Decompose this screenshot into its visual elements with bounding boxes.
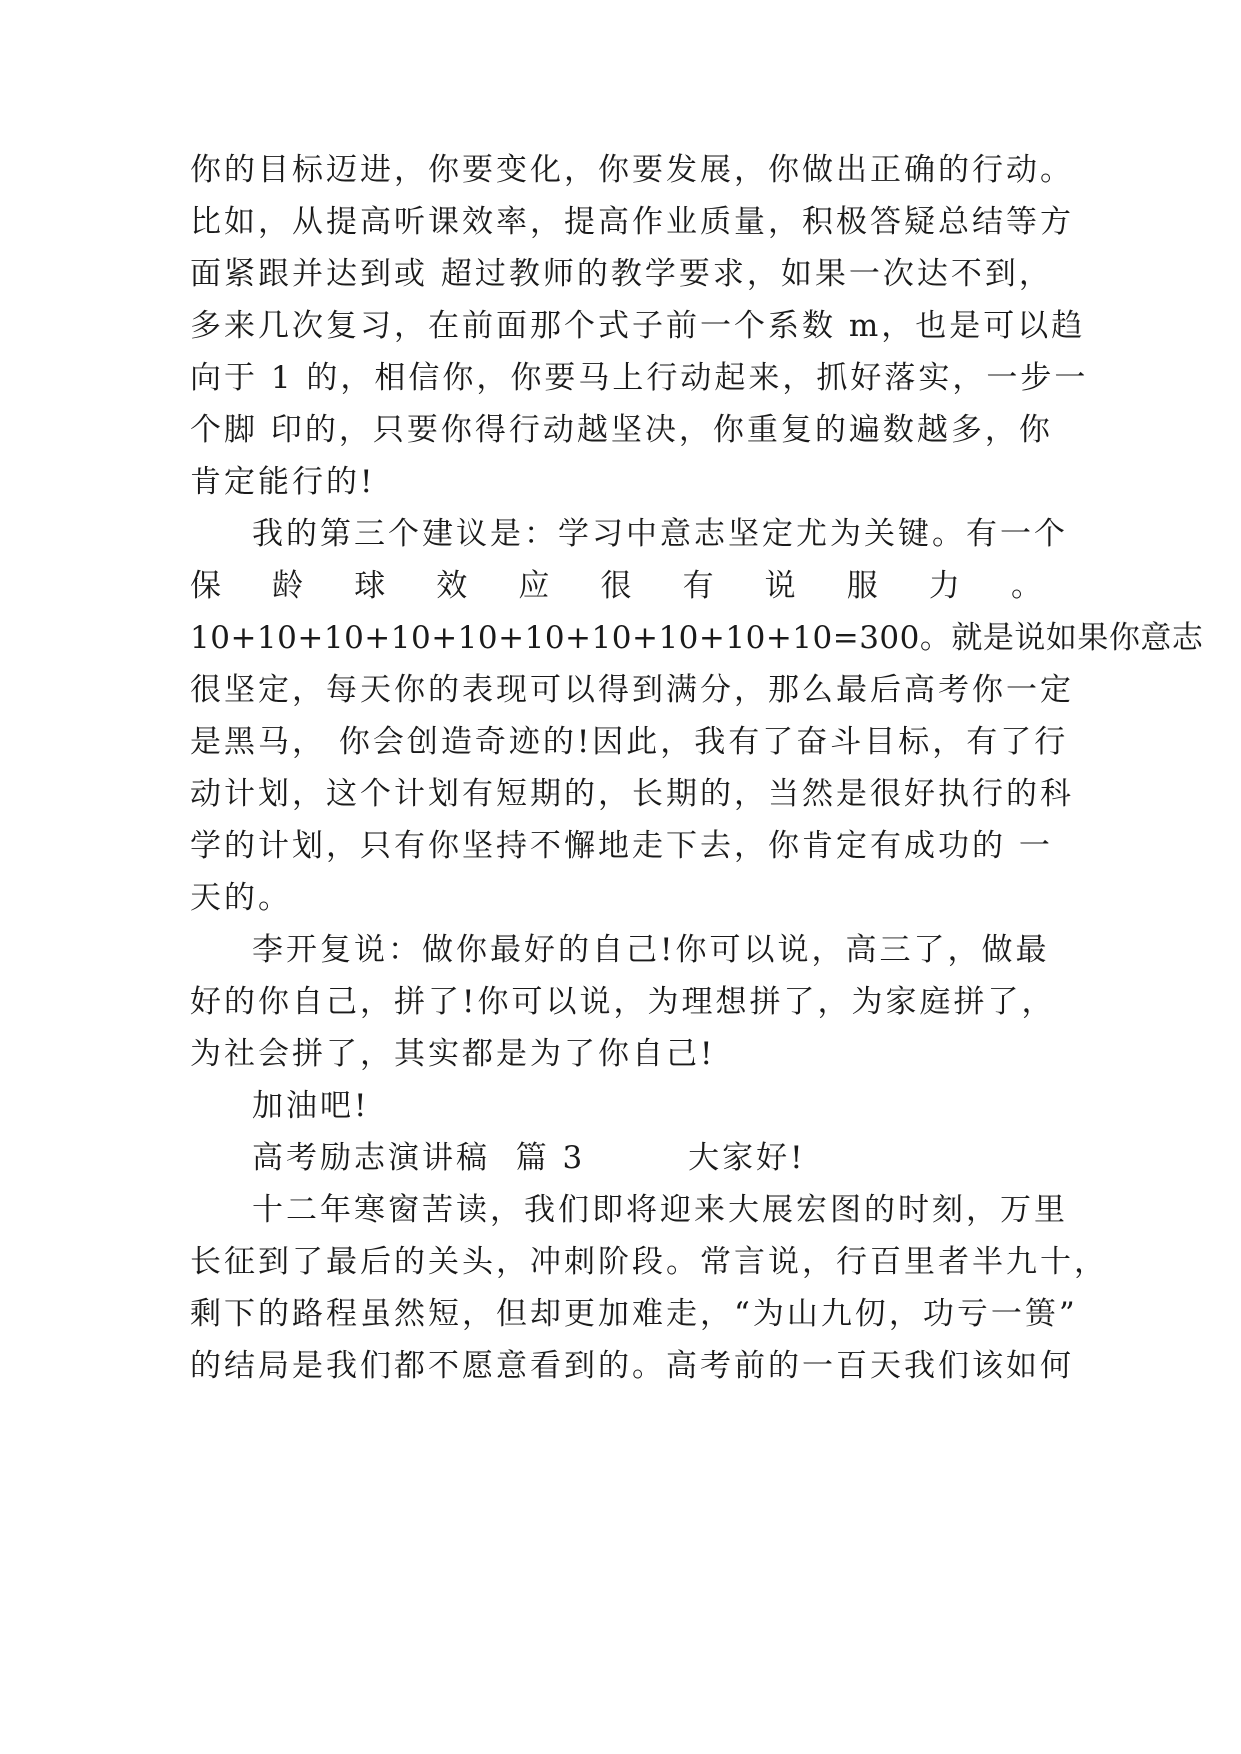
spread-char: 有 [682, 568, 714, 604]
text-line: 长征到了最后的关头，冲刺阶段。常言说，行百里者半九十， [190, 1244, 1108, 1280]
text-line: 多来几次复习，在前面那个式子前一个系数 m，也是可以趋 [190, 308, 1086, 344]
text-line: 肯定能行的! [190, 464, 376, 500]
text-line: 天的。 [190, 880, 292, 916]
text-line: 向于 1 的，相信你，你要马上行动起来，抓好落实，一步一 [190, 360, 1089, 396]
text-line: 比如，从提高听课效率，提高作业质量，积极答疑总结等方 [190, 204, 1074, 240]
text-line: 学的计划，只有你坚持不懈地走下去，你肯定有成功的 一 [190, 828, 1053, 864]
text-line: 你的目标迈进，你要变化，你要发展，你做出正确的行动。 [190, 152, 1074, 188]
paragraph-first-line: 我的第三个建议是：学习中意志坚定尤为关键。有一个 [252, 516, 1068, 552]
justified-line [190, 566, 1042, 606]
text-line: 个脚 印的，只要你得行动越坚决，你重复的遍数越多，你 [190, 412, 1053, 448]
text-line: 好的你自己，拼了!你可以说，为理想拼了，为家庭拼了， [190, 984, 1056, 1020]
text-line: 为社会拼了，其实都是为了你自己! [190, 1036, 716, 1072]
spread-char: 服 [846, 568, 878, 604]
paragraph-first-line: 加油吧! [252, 1088, 370, 1124]
spread-char: 龄 [272, 568, 304, 604]
text-line: 的结局是我们都不愿意看到的。高考前的一百天我们该如何 [190, 1348, 1074, 1384]
spread-char: 力 [928, 568, 960, 604]
section-heading: 高考励志演讲稿 篇 3 大家好! [252, 1140, 806, 1176]
spread-char: 。 [1010, 568, 1042, 604]
spread-char: 保 [190, 568, 221, 604]
text-line: 面紧跟并达到或 超过教师的教学要求，如果一次达不到， [190, 256, 1053, 292]
spread-char: 球 [354, 568, 386, 604]
spread-char: 效 [436, 568, 468, 604]
spread-char: 应 [518, 568, 550, 604]
text-line: 剩下的路程虽然短，但却更加难走，“为山九仞，功亏一篑” [190, 1296, 1078, 1332]
spread-char: 说 [764, 568, 796, 604]
paragraph-first-line: 李开复说：做你最好的自己!你可以说，高三了，做最 [252, 932, 1050, 968]
spread-char: 很 [600, 568, 632, 604]
text-line: 动计划，这个计划有短期的，长期的，当然是很好执行的科 [190, 776, 1074, 812]
text-line: 是黑马， 你会创造奇迹的!因此，我有了奋斗目标，有了行 [190, 724, 1069, 760]
text-line: 10+10+10+10+10+10+10+10+10+10=300。就是说如果你意志 [190, 620, 1204, 656]
text-line: 很坚定，每天你的表现可以得到满分，那么最后高考你一定 [190, 672, 1074, 708]
paragraph-first-line: 十二年寒窗苦读，我们即将迎来大展宏图的时刻，万里 [252, 1192, 1068, 1228]
